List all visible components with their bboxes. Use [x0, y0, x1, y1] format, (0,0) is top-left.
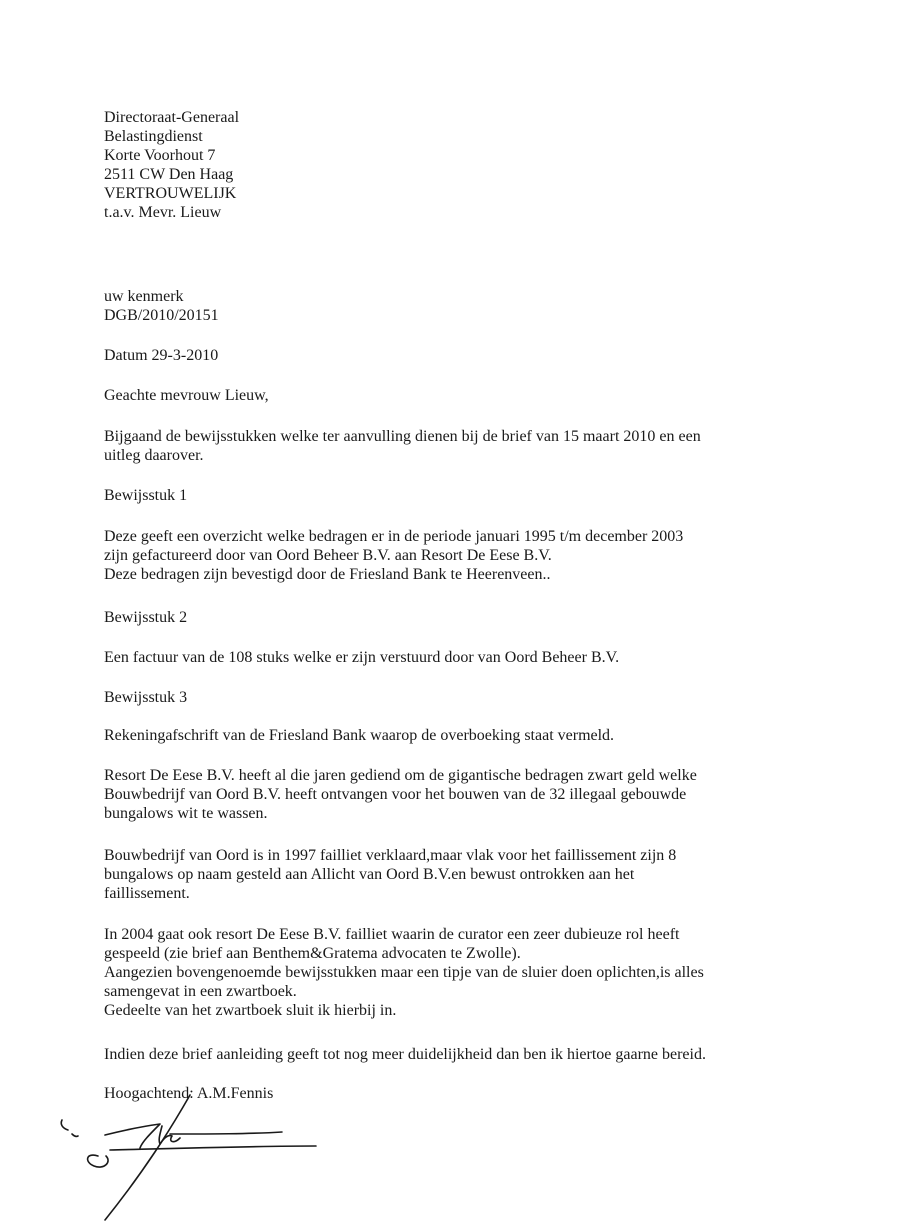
paragraph-line: Deze geeft een overzicht welke bedragen er in de periode januari 1995 t/m december 2003 [104, 528, 684, 545]
paragraph-line: Indien deze brief aanleiding geeft tot nog meer duidelijkheid dan ben ik hiertoe gaarne bereid. [104, 1046, 706, 1063]
salutation [104, 386, 784, 405]
closing-text: Hoogachtend: A.M.Fennis [104, 1085, 274, 1102]
evidence-1-paragraph [104, 527, 784, 584]
letter-date [104, 346, 784, 365]
paragraph-line: bungalows op naam gesteld aan Allicht van Oord B.V.en bewust ontrokken aan het [104, 866, 635, 883]
paragraph-line: samengevat in een zwartboek. [104, 983, 297, 1000]
reference-label: uw kenmerk [104, 288, 184, 305]
heading-text: Bewijsstuk 2 [104, 609, 188, 626]
handwritten-signature [50, 1090, 340, 1226]
evidence-1-heading [104, 486, 784, 505]
bankruptcy-paragraph [104, 846, 784, 903]
recipient-line: 2511 CW Den Haag [104, 166, 234, 183]
paragraph-line: Gedeelte van het zwartboek sluit ik hierbij in. [104, 1002, 397, 1019]
resort-2004-paragraph [104, 925, 784, 1020]
intro-paragraph [104, 427, 784, 465]
resort-paragraph [104, 766, 784, 823]
paragraph-line: faillissement. [104, 885, 190, 902]
evidence-2-paragraph [104, 648, 784, 667]
paragraph-line: Resort De Eese B.V. heeft al die jaren gediend om de gigantische bedragen zwart geld welke [104, 767, 697, 784]
paragraph-line: Bijgaand de bewijsstukken welke ter aanvulling dienen bij de brief van 15 maart 2010 en een [104, 428, 701, 445]
heading-text: Bewijsstuk 3 [104, 689, 188, 706]
paragraph-line: Een factuur van de 108 stuks welke er zijn verstuurd door van Oord Beheer B.V. [104, 649, 620, 666]
reference-block [104, 287, 784, 325]
paragraph-line: In 2004 gaat ook resort De Eese B.V. failliet waarin de curator een zeer dubieuze rol heeft [104, 926, 680, 943]
recipient-address [104, 108, 784, 222]
paragraph-line: bungalows wit te wassen. [104, 805, 268, 822]
date-text: Datum 29-3-2010 [104, 347, 219, 364]
evidence-3-heading [104, 688, 784, 707]
paragraph-line: Deze bedragen zijn bevestigd door de Friesland Bank te Heerenveen.. [104, 566, 551, 583]
evidence-2-heading [104, 608, 784, 627]
recipient-line: t.a.v. Mevr. Lieuw [104, 204, 222, 221]
recipient-line: Belastingdienst [104, 128, 203, 145]
paragraph-line: zijn gefactureerd door van Oord Beheer B.V. aan Resort De Eese B.V. [104, 547, 552, 564]
recipient-line: Korte Voorhout 7 [104, 147, 216, 164]
recipient-line: Directoraat-Generaal [104, 109, 240, 126]
heading-text: Bewijsstuk 1 [104, 487, 188, 504]
reference-value: DGB/2010/20151 [104, 307, 219, 324]
evidence-3-paragraph [104, 726, 784, 745]
recipient-line: VERTROUWELIJK [104, 185, 237, 202]
paragraph-line: uitleg daarover. [104, 447, 204, 464]
paragraph-line: Rekeningafschrift van de Friesland Bank waarop de overboeking staat vermeld. [104, 727, 615, 744]
paragraph-line: Aangezien bovengenoemde bewijsstukken maar een tipje van de sluier doen oplichten,is alles [104, 964, 704, 981]
closing-paragraph [104, 1045, 784, 1064]
salutation-text: Geachte mevrouw Lieuw, [104, 387, 269, 404]
paragraph-line: Bouwbedrijf van Oord B.V. heeft ontvangen voor het bouwen van de 32 illegaal gebouwde [104, 786, 687, 803]
paragraph-line: Bouwbedrijf van Oord is in 1997 failliet verklaard,maar vlak voor het faillissement zijn 8 [104, 847, 677, 864]
paragraph-line: gespeeld (zie brief aan Benthem&Gratema advocaten te Zwolle). [104, 945, 521, 962]
